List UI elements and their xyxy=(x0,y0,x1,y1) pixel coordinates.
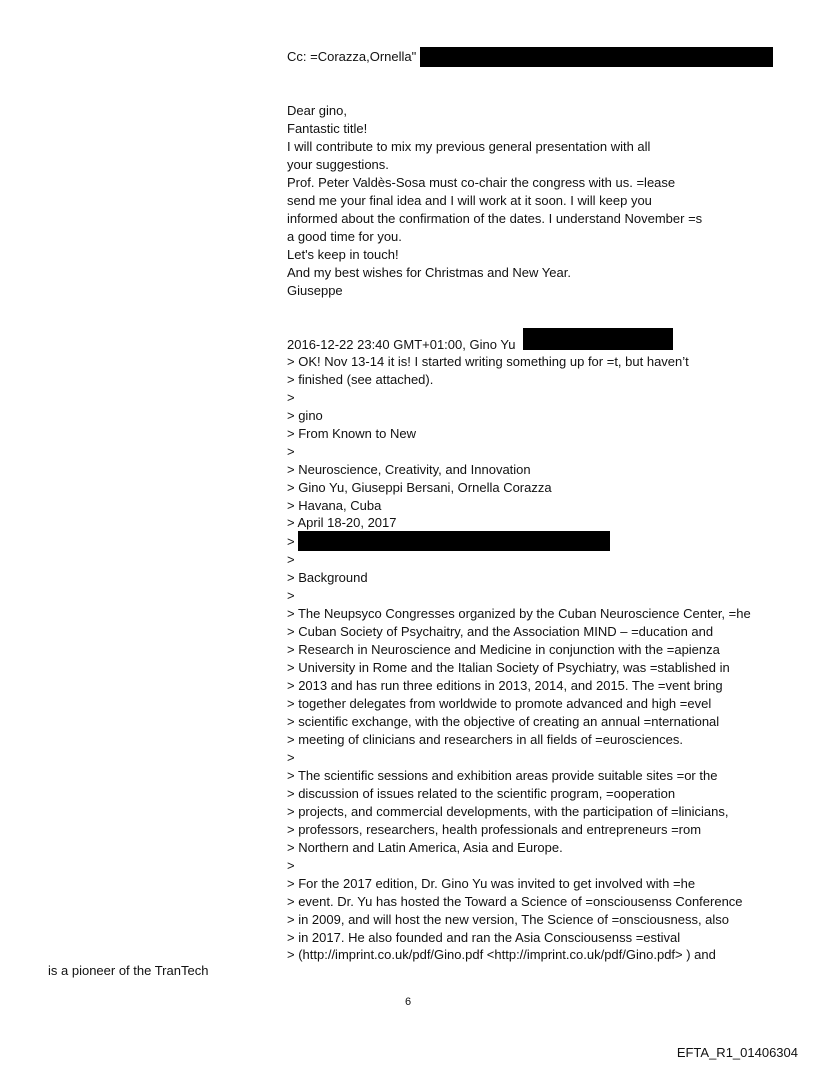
cc-line: Cc: =Corazza,Ornella" xyxy=(287,49,417,64)
reply-line: I will contribute to mix my previous general presentation with all xyxy=(287,139,651,154)
quoted-line: > Northern and Latin America, Asia and Europe. xyxy=(287,840,563,855)
quoted-line: > Cuban Society of Psychaitry, and the Association MIND – =ducation and xyxy=(287,624,714,639)
quoted-line: > Gino Yu, Giuseppi Bersani, Ornella Corazza xyxy=(287,480,552,495)
quoted-line: > discussion of issues related to the scientific program, =ooperation xyxy=(287,786,676,801)
reply-line: informed about the confirmation of the dates. I understand November =s xyxy=(287,211,703,226)
reply-line: Dear gino, xyxy=(287,103,347,118)
redaction-block xyxy=(523,328,673,350)
quoted-line: > Neuroscience, Creativity, and Innovation xyxy=(287,462,531,477)
reply-line: Fantastic title! xyxy=(287,121,368,136)
quoted-line: > xyxy=(287,444,295,459)
quoted-line: > From Known to New xyxy=(287,426,416,441)
quoted-line: > together delegates from worldwide to promote advanced and high =evel xyxy=(287,696,712,711)
quoted-line: > finished (see attached). xyxy=(287,372,434,387)
quoted-line: > (http://imprint.co.uk/pdf/Gino.pdf <http://imprint.co.uk/pdf/Gino.pdf> ) and xyxy=(287,947,716,962)
quoted-line: > April 18-20, 2017 xyxy=(287,515,397,530)
reply-line: your suggestions. xyxy=(287,157,389,172)
overflow-text-line: is a pioneer of the TranTech xyxy=(48,963,209,978)
reply-line: a good time for you. xyxy=(287,229,402,244)
quoted-line: > For the 2017 edition, Dr. Gino Yu was invited to get involved with =he xyxy=(287,876,696,891)
quoted-line: > scientific exchange, with the objective of creating an annual =nternational xyxy=(287,714,720,729)
quoted-line: > Background xyxy=(287,570,368,585)
reply-line: And my best wishes for Christmas and New Year. xyxy=(287,265,571,280)
reply-line: Let's keep in touch! xyxy=(287,247,399,262)
quoted-line: > gino xyxy=(287,408,323,423)
quoted-line: > xyxy=(287,750,295,765)
quoted-line: > xyxy=(287,552,295,567)
quoted-line: > The scientific sessions and exhibition areas provide suitable sites =or the xyxy=(287,768,718,783)
reply-signature: Giuseppe xyxy=(287,283,343,298)
quoted-line: > University in Rome and the Italian Society of Psychiatry, was =stablished in xyxy=(287,660,730,675)
redaction-block xyxy=(298,531,610,551)
document-id: EFTA_R1_01406304 xyxy=(676,1045,798,1060)
quoted-line: > professors, researchers, health professionals and entrepreneurs =rom xyxy=(287,822,702,837)
quoted-line: > 2013 and has run three editions in 2013, 2014, and 2015. The =vent bring xyxy=(287,678,723,693)
quoted-line: > event. Dr. Yu has hosted the Toward a Science of =onsciousenss Conference xyxy=(287,894,743,909)
quoted-line: > in 2009, and will host the new version, The Science of =onsciousness, also xyxy=(287,912,730,927)
page-number: 6 xyxy=(404,996,412,1008)
quoted-line: > The Neupsyco Congresses organized by the Cuban Neuroscience Center, =he xyxy=(287,606,751,621)
quoted-line: > in 2017. He also founded and ran the Asia Consciousenss =estival xyxy=(287,930,681,945)
redaction-block xyxy=(420,47,773,67)
quoted-line: > xyxy=(287,858,295,873)
quoted-line: > meeting of clinicians and researchers in all fields of =eurosciences. xyxy=(287,732,683,747)
quoted-line: > xyxy=(287,390,295,405)
quoted-line: > projects, and commercial developments, with the participation of =linicians, xyxy=(287,804,729,819)
quoted-line: > xyxy=(287,588,295,603)
quoted-line: > Havana, Cuba xyxy=(287,498,382,513)
quoted-line: > OK! Nov 13-14 it is! I started writing something up for =t, but haven’t xyxy=(287,354,689,369)
reply-line: send me your final idea and I will work at it soon. I will keep you xyxy=(287,193,652,208)
quoted-line: > xyxy=(287,534,295,549)
quoted-line: > Research in Neuroscience and Medicine in conjunction with the =apienza xyxy=(287,642,720,657)
quote-attribution: 2016-12-22 23:40 GMT+01:00, Gino Yu xyxy=(287,337,516,352)
reply-line: Prof. Peter Valdès-Sosa must co-chair the congress with us. =lease xyxy=(287,175,676,190)
